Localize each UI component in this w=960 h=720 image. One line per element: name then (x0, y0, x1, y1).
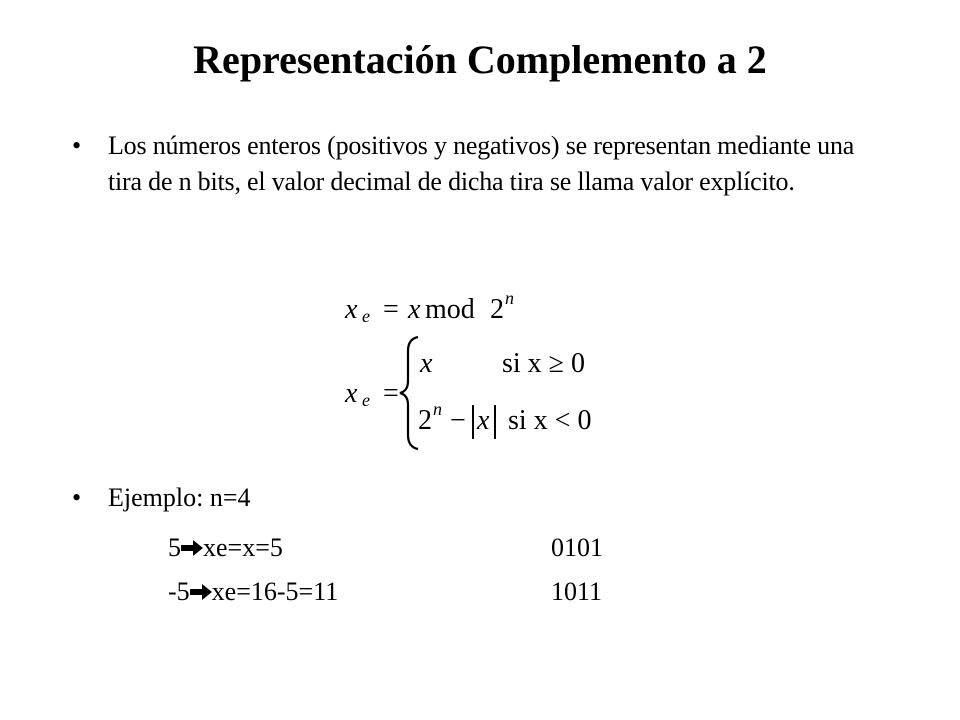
example-row (168, 530, 283, 566)
formula1-mod: mod (425, 294, 475, 325)
formula2-equals: = (383, 378, 399, 409)
arrow-right-icon (181, 539, 203, 557)
arrow-right-icon (190, 583, 212, 601)
example-number: 5 (168, 533, 181, 562)
formula1-x: x (408, 294, 421, 325)
example-number: -5 (168, 577, 190, 606)
case1-expr: x (420, 348, 433, 379)
bullet-definition-text: Los números enteros (positivos y negativos) se representan mediante una tira de n bits, el valor decimal de dicha tira se llama valor explícito. (108, 131, 855, 196)
example-expression: xe=16-5=11 (211, 577, 339, 606)
case1-condition: si x ≥ 0 (502, 348, 586, 379)
formula1-base: 2 (490, 294, 504, 325)
abs-bar-right (494, 405, 496, 439)
example-row (168, 574, 338, 610)
bullet-marker: • (72, 131, 82, 160)
case2-abs-x: x (477, 405, 490, 436)
example-expression: xe=x=5 (203, 533, 283, 562)
case2-condition: si x < 0 (508, 405, 592, 436)
case2-minus: − (450, 405, 466, 436)
formula2-lhs-var: x (345, 378, 358, 409)
example-heading: Ejemplo: n=4 (108, 483, 251, 512)
formula1-lhs-var: x (345, 294, 358, 325)
abs-bar-left (472, 405, 474, 439)
formula1-equals: = (383, 294, 399, 325)
formula1-lhs-sub: e (362, 306, 370, 326)
formula1-exp: n (505, 288, 514, 308)
bullet-marker: • (72, 483, 82, 512)
example-bits: 1011 (551, 577, 603, 606)
formula2-lhs-sub: e (362, 390, 370, 410)
case2-exp: n (433, 399, 442, 419)
slide-title: Representación Complemento a 2 (193, 37, 767, 82)
example-bits: 0101 (551, 533, 603, 562)
case2-base: 2 (418, 405, 432, 436)
